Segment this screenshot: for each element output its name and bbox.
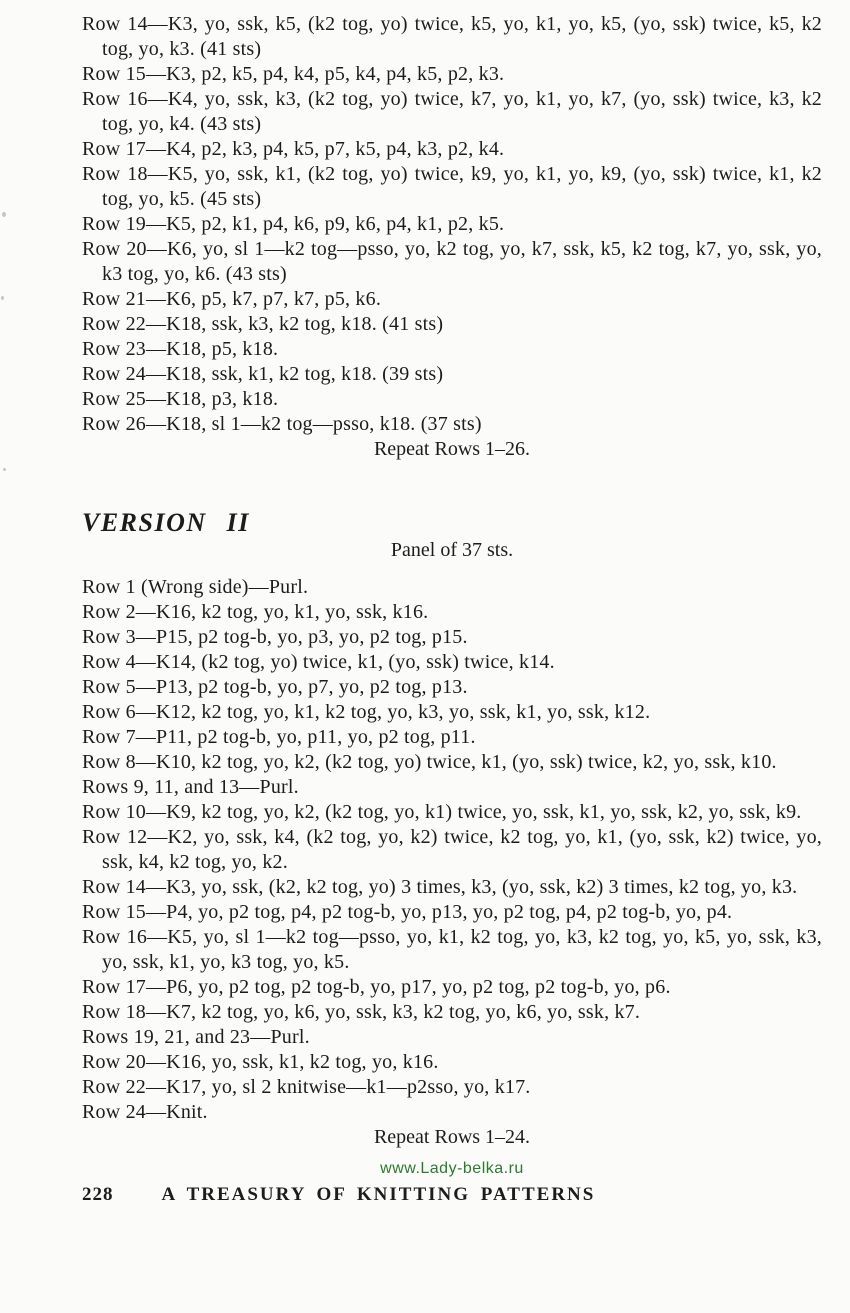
pattern-row: Row 4—K14, (k2 tog, yo) twice, k1, (yo, ssk) twice, k14. [82,651,555,673]
repeat-instruction: Repeat Rows 1–26. [373,438,531,460]
pattern-row: Row 8—K10, k2 tog, yo, k2, (k2 tog, yo) twice, k1, (yo, ssk) twice, k2, yo, ssk, k10. [82,751,777,773]
pattern-row: Row 24—Knit. [82,1101,208,1123]
pattern-row: Row 18—K5, yo, ssk, k1, (k2 tog, yo) twice, k9, yo, k1, yo, k9, (yo, ssk) twice, k1, k2 tog, yo, k5. (45 sts) [82,163,822,210]
pattern-row: Row 24—K18, ssk, k1, k2 tog, k18. (39 sts) [82,363,444,385]
pattern-row: Row 17—K4, p2, k3, p4, k5, p7, k5, p4, k3, p2, k4. [82,138,505,160]
pattern-row: Row 2—K16, k2 tog, yo, k1, yo, ssk, k16. [82,601,429,623]
pattern-row: Row 18—K7, k2 tog, yo, k6, yo, ssk, k3, k2 tog, yo, k6, yo, ssk, k7. [82,1001,641,1023]
pattern-row: Row 20—K16, yo, ssk, k1, k2 tog, yo, k16. [82,1051,439,1073]
pattern-row: Rows 9, 11, and 13—Purl. [82,776,299,798]
pattern-row: Row 10—K9, k2 tog, yo, k2, (k2 tog, yo, k1) twice, yo, ssk, k1, yo, ssk, k2, yo, ssk, k9. [82,801,802,823]
pattern-row: Row 26—K18, sl 1—k2 tog—psso, k18. (37 sts) [82,413,482,435]
repeat-instruction: Repeat Rows 1–24. [373,1126,531,1148]
version1-pattern-rows [82,12,822,462]
pattern-row: Row 7—P11, p2 tog-b, yo, p11, yo, p2 tog, p11. [82,726,476,748]
pattern-row: Row 22—K17, yo, sl 2 knitwise—k1—p2sso, yo, k17. [82,1076,531,1098]
pattern-row: Row 3—P15, p2 tog-b, yo, p3, yo, p2 tog, p15. [82,626,468,648]
book-title: A TREASURY OF KNITTING PATTERNS [161,1184,596,1205]
page-footer [82,1184,822,1206]
pattern-row: Row 16—K4, yo, ssk, k3, (k2 tog, yo) twice, k7, yo, k1, yo, k7, (yo, ssk) twice, k3, k2 tog, yo, k4. (43 sts) [82,88,822,135]
pattern-row: Row 12—K2, yo, ssk, k4, (k2 tog, yo, k2) twice, k2 tog, yo, k1, (yo, ssk, k2) twice, yo, ssk, k4, k2 tog, yo, k2. [82,826,822,873]
pattern-row: Row 1 (Wrong side)—Purl. [82,576,309,598]
pattern-row: Row 23—K18, p5, k18. [82,338,279,360]
pattern-row: Row 14—K3, yo, ssk, (k2, k2 tog, yo) 3 times, k3, (yo, ssk, k2) 3 times, k2 tog, yo, k3. [82,876,798,898]
scan-speck [3,468,6,471]
pattern-row: Row 14—K3, yo, ssk, k5, (k2 tog, yo) twice, k5, yo, k1, yo, k5, (yo, ssk) twice, k5, k2 tog, yo, k3. (41 sts) [82,13,822,60]
pattern-row: Row 16—K5, yo, sl 1—k2 tog—psso, yo, k1, k2 tog, yo, k3, k2 tog, yo, k5, yo, ssk, k3, yo, ssk, k1, yo, k3 tog, yo, k5. [82,926,822,973]
scan-speck [2,212,6,217]
version2-pattern-rows [82,575,822,1150]
page-number: 228 [82,1184,114,1205]
pattern-row: Row 15—P4, yo, p2 tog, p4, p2 tog-b, yo, p13, yo, p2 tog, p4, p2 tog-b, yo, p4. [82,901,733,923]
pattern-row: Row 19—K5, p2, k1, p4, k6, p9, k6, p4, k1, p2, k5. [82,213,505,235]
pattern-row: Row 21—K6, p5, k7, p7, k7, p5, k6. [82,288,382,310]
pattern-row: Row 17—P6, yo, p2 tog, p2 tog-b, yo, p17, yo, p2 tog, p2 tog-b, yo, p6. [82,976,671,998]
section-heading-version2: VERSION II [82,508,250,537]
pattern-row: Rows 19, 21, and 23—Purl. [82,1026,310,1048]
pattern-row: Row 15—K3, p2, k5, p4, k4, p5, k4, p4, k5, p2, k3. [82,63,505,85]
pattern-row: Row 20—K6, yo, sl 1—k2 tog—psso, yo, k2 tog, yo, k7, ssk, k5, k2 tog, k7, yo, ssk, yo, k3 tog, yo, k6. (43 sts) [82,238,822,285]
watermark-url: www.Lady-belka.ru [380,1160,524,1177]
panel-stitch-count: Panel of 37 sts. [390,539,514,561]
pattern-row: Row 5—P13, p2 tog-b, yo, p7, yo, p2 tog, p13. [82,676,468,698]
scan-speck [1,296,4,300]
pattern-row: Row 22—K18, ssk, k3, k2 tog, k18. (41 sts) [82,313,444,335]
pattern-row: Row 6—K12, k2 tog, yo, k1, k2 tog, yo, k3, yo, ssk, k1, yo, ssk, k12. [82,701,651,723]
pattern-row: Row 25—K18, p3, k18. [82,388,279,410]
